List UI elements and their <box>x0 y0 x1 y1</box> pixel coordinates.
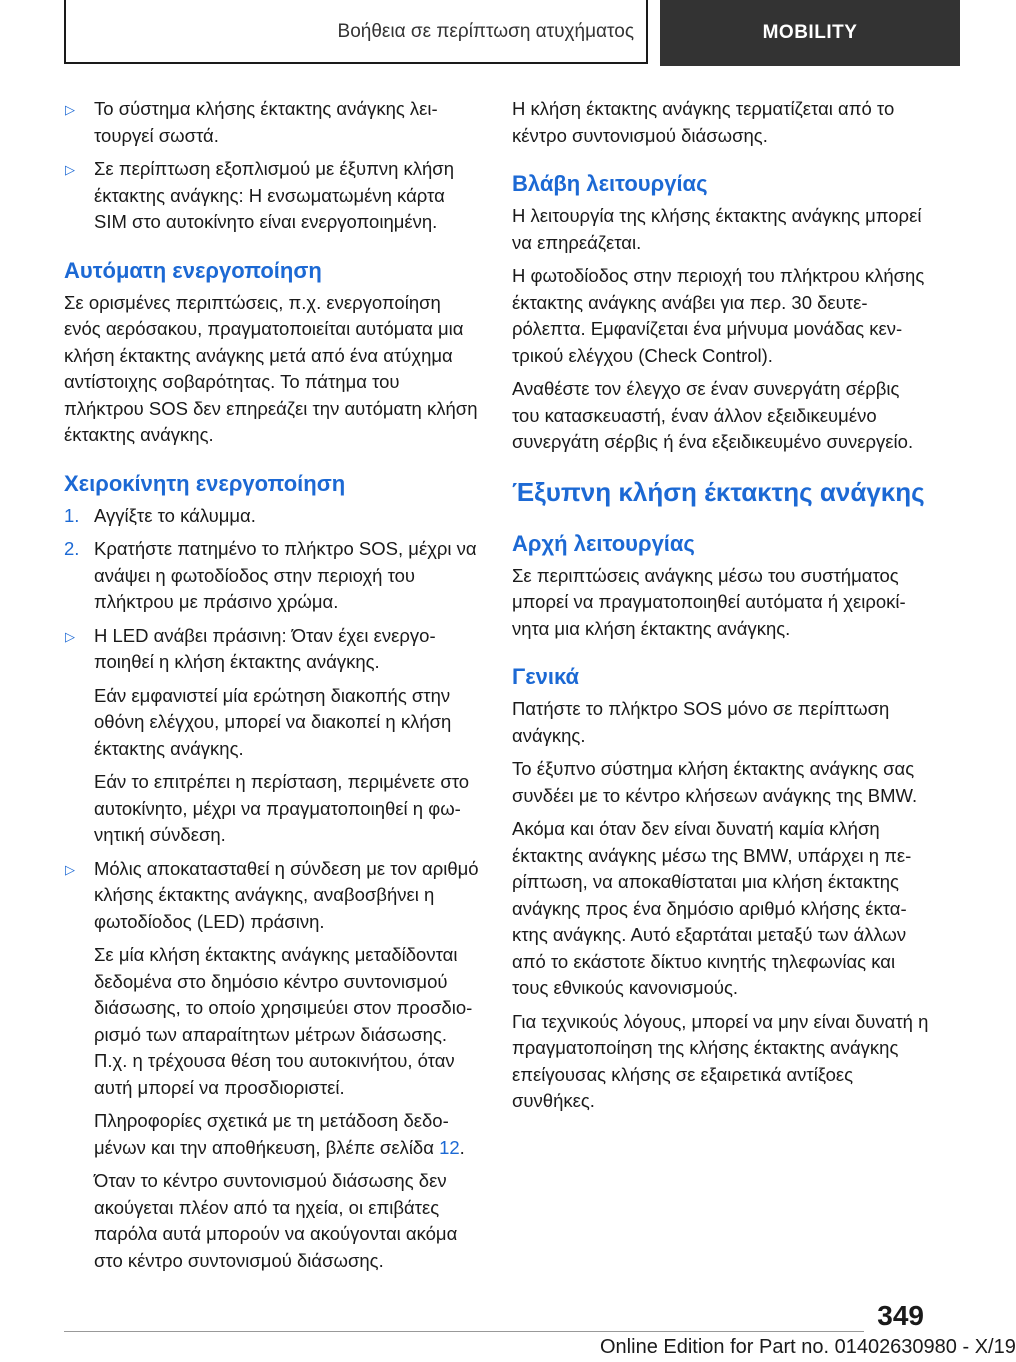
paragraph: Πληροφορίες σχετικά με τη μετάδοση δεδομένων και την αποθήκευση, βλέπε σελίδα 12. <box>94 1110 465 1158</box>
heading-principle: Αρχή λειτουργίας <box>512 530 695 556</box>
page-reference-link[interactable]: 12 <box>439 1136 460 1158</box>
page-number: 349 <box>877 1300 924 1331</box>
paragraph: Όταν το κέντρο συντονισμού διάσωσης δεν ακούγεται πλέον από τα ηχεία, οι επιβάτες παρόλα αυτά μπορούν να ακούγονται ακόμα στο κέντρο συντονισμού διάσωσης. <box>94 1170 458 1271</box>
heading-manual-activation: Χειροκίνητη ενεργοποίηση <box>64 470 346 496</box>
step-number: 1. <box>64 504 80 526</box>
section-title: Βοήθεια σε περίπτωση ατυχήματος <box>337 21 634 42</box>
list-item: ▷ Το σύστημα κλήσης έκτακτης ανάγκης λειτουργεί σωστά. <box>65 98 438 146</box>
paragraph: Σε ορισμένες περιπτώσεις, π.χ. ενεργοποίηση ενός αερόσακου, πραγματοποιείται αυτόματα μια κλήση έκτακτης ανάγκης μετά από ένα ατύχημα αντίστοιχης σοβαρότητας. Το πάτημα του πλήκτρου SOS δεν επηρεάζει την αυτόματη κλήση έκτακτης ανάγκης. <box>64 291 478 445</box>
paragraph: Η φωτοδίοδος στην περιοχή του πλήκτρου κλήσης έκτακτης ανάγκης ανάβει για περ. 30 δευτερόλεπτα. Εμφανίζεται ένα μήνυμα μονάδας κεντρικού ελέγχου (Check Control). <box>512 265 925 366</box>
list-item: ▷ Σε περίπτωση εξοπλισμού με έξυπνη κλήση έκτακτης ανάγκης: Η ενσωματωμένη κάρτα SIM στο αυτοκίνητο είναι ενεργοποιημένη. <box>65 158 455 232</box>
triangle-right-icon: ▷ <box>65 861 75 877</box>
step-number: 2. <box>64 538 80 559</box>
chapter-tab: MOBILITY <box>660 0 960 66</box>
heading-malfunction: Βλάβη λειτουργίας <box>512 171 708 196</box>
paragraph: Η λειτουργία της κλήσης έκτακτης ανάγκης μπορεί να επηρεάζεται. <box>512 205 922 253</box>
step-item: 2. Κρατήστε πατημένο το πλήκτρο SOS, μέχρι να ανάψει η φωτοδίοδος στην περιοχή του πλήκτρου με πράσινο χρώμα. <box>64 538 477 612</box>
paragraph: Εάν εμφανιστεί μία ερώτηση διακοπής στην οθόνη ελέγχου, μπορεί να διακοπεί η κλήση έκτακτης ανάγκης. <box>94 684 452 759</box>
triangle-right-icon: ▷ <box>65 102 75 117</box>
paragraph: Πατήστε το πλήκτρο SOS μόνο σε περίπτωση ανάγκης. <box>512 698 890 746</box>
heading-general: Γενικά <box>512 664 580 689</box>
triangle-right-icon: ▷ <box>65 628 75 644</box>
triangle-right-icon: ▷ <box>65 162 75 177</box>
list-item: ▷ Μόλις αποκατασταθεί η σύνδεση με τον αριθμό κλήσης έκτακτης ανάγκης, αναβοσβήνει η φωτοδίοδος (LED) πράσινη. <box>65 857 479 932</box>
paragraph: Η κλήση έκτακτης ανάγκης τερματίζεται από το κέντρο συντονισμού διάσωσης. <box>512 98 895 146</box>
paragraph: Το έξυπνο σύστημα κλήση έκτακτης ανάγκης σας συνδέει με το κέντρο κλήσεων ανάγκης της BMW. <box>512 758 918 806</box>
footer-divider <box>64 1331 864 1332</box>
heading-automatic-activation: Αυτόματη ενεργοποίηση <box>64 257 322 283</box>
paragraph: Ακόμα και όταν δεν είναι δυνατή καμία κλήση έκτακτης ανάγκης μέσω της BMW, υπάρχει η περίπτωση, να αποκαθίσταται μια κλήση έκτακτης ανάγκης προς ένα δημόσιο αριθμό κλήσης έκτακτης ανάγκης. Αυτό εξαρτάται μεταξύ των άλλων από το εκάστοτε δίκτυο κινητής τηλεφωνίας και τους εθνικούς κανονισμούς. <box>512 818 912 998</box>
paragraph: Αναθέστε τον έλεγχο σε έναν συνεργάτη σέρβις του κατασκευαστή, έναν άλλον εξειδικευμένο συνεργάτη σέρβις ή ένα εξειδικευμένο συνεργείο. <box>512 378 914 452</box>
heading-intelligent-emergency-call: Έξυπνη κλήση έκτακτης ανάγκης <box>512 476 925 507</box>
step-item: 1. Αγγίξτε το κάλυμμα. <box>64 503 482 530</box>
paragraph: Εάν το επιτρέπει η περίσταση, περιμένετε στο αυτοκίνητο, μέχρι να πραγματοποιηθεί η φωνητική σύνδεση. <box>94 771 470 845</box>
left-column <box>64 96 482 1281</box>
footer-edition: Online Edition for Part no. 01402630980 - X/19 <box>600 1336 1016 1358</box>
paragraph: Σε περιπτώσεις ανάγκης μέσω του συστήματος μπορεί να πραγματοποιηθεί αυτόματα ή χειροκίνητα μια κλήση έκτακτης ανάγκης. <box>512 564 906 639</box>
paragraph: Για τεχνικούς λόγους, μπορεί να μην είναι δυνατή η πραγματοποίηση της κλήσης έκτακτης ανάγκης επείγουσας κλήσης σε εξαιρετικά αντίξοες συνθήκες. <box>512 1010 929 1111</box>
paragraph: Σε μία κλήση έκτακτης ανάγκης μεταδίδονται δεδομένα στο δημόσιο κέντρο συντονισμού διάσωσης, το οποίο χρησιμεύει στον προσδιορισμό των απαραίτητων μέτρων διάσωσης. Π.χ. η τρέχουσα θέση του αυτοκινήτου, όταν αυτή μπορεί να προσδιοριστεί. <box>94 944 473 1098</box>
list-item: ▷ Η LED ανάβει πράσινη: Όταν έχει ενεργοποιηθεί η κλήση έκτακτης ανάγκης. <box>65 624 436 672</box>
right-column <box>512 96 930 1122</box>
